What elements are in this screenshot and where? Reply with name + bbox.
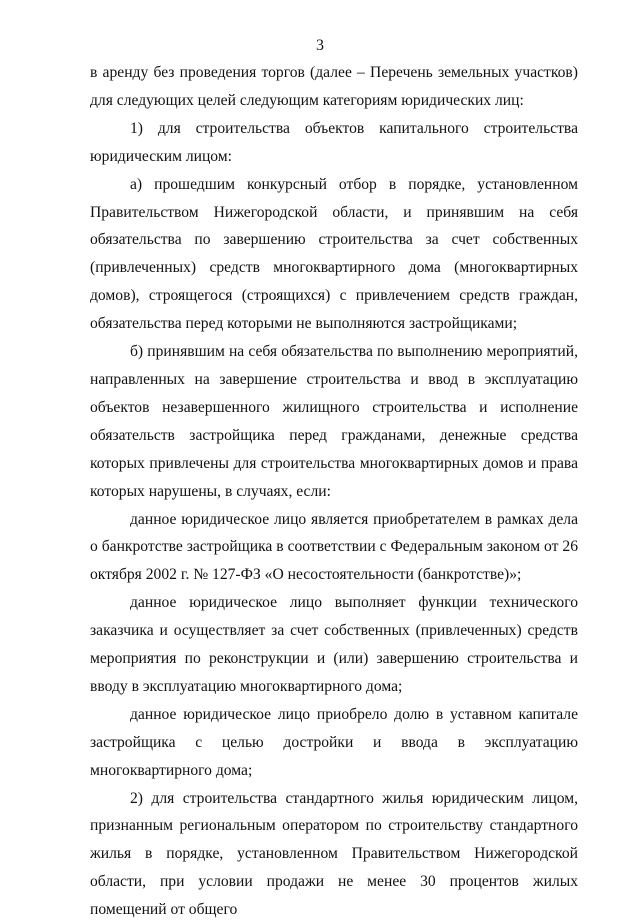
- paragraph-item-2: 2) для строительства стандартного жилья юридическим лицом, признанным региональным оператором по строительству стандартного жилья в порядке, установленном Правительством Нижегородской области, при условии продажи не менее 30 процентов жилых помещений от общего: [90, 789, 578, 919]
- paragraph-item-1: 1) для строительства объектов капитального строительства юридическим лицом:: [90, 119, 578, 165]
- paragraph-subitem-a: а) прошедшим конкурсный отбор в порядке, установленном Правительством Нижегородской области, и принявшим на себя обязательства по завершению строительства за счет собственных (привлеченных) средств многоквартирного дома (многоквартирных домов), строящегося (строящихся) с привлечением средств граждан, обязательства перед которыми не выполняются застройщиками;: [90, 175, 578, 333]
- paragraph-case-buyer: данное юридическое лицо является приобретателем в рамках дела о банкротстве застройщика в соответствии с Федеральным законом от 26 октября 2002 г. № 127-ФЗ «О несостоятельности (банкротстве)»;: [90, 510, 578, 584]
- paragraph-subitem-b: б) принявшим на себя обязательства по выполнению мероприятий, направленных на завершение строительства и ввод в эксплуатацию объектов незавершенного жилищного строительства и исполнение обязательств застройщика перед гражданами, денежные средства которых привлечены для строительства многоквартирных домов и права которых нарушены, в случаях, если:: [90, 343, 578, 500]
- paragraph-case-share: данное юридическое лицо приобрело долю в уставном капитале застройщика с целью достройки и ввода в эксплуатацию многоквартирного дома;: [90, 705, 578, 779]
- document-body: [90, 59, 578, 924]
- paragraph-case-technical-customer: данное юридическое лицо выполняет функции технического заказчика и осуществляет за счет собственных (привлеченных) средств мероприятия по реконструкции и (или) завершению строительства и вводу в эксплуатацию многоквартирного дома;: [90, 594, 578, 695]
- paragraph-intro: в аренду без проведения торгов (далее – Перечень земельных участков) для следующих целей следующим категориям юридических лиц:: [90, 64, 578, 109]
- page-number: 3: [316, 37, 324, 54]
